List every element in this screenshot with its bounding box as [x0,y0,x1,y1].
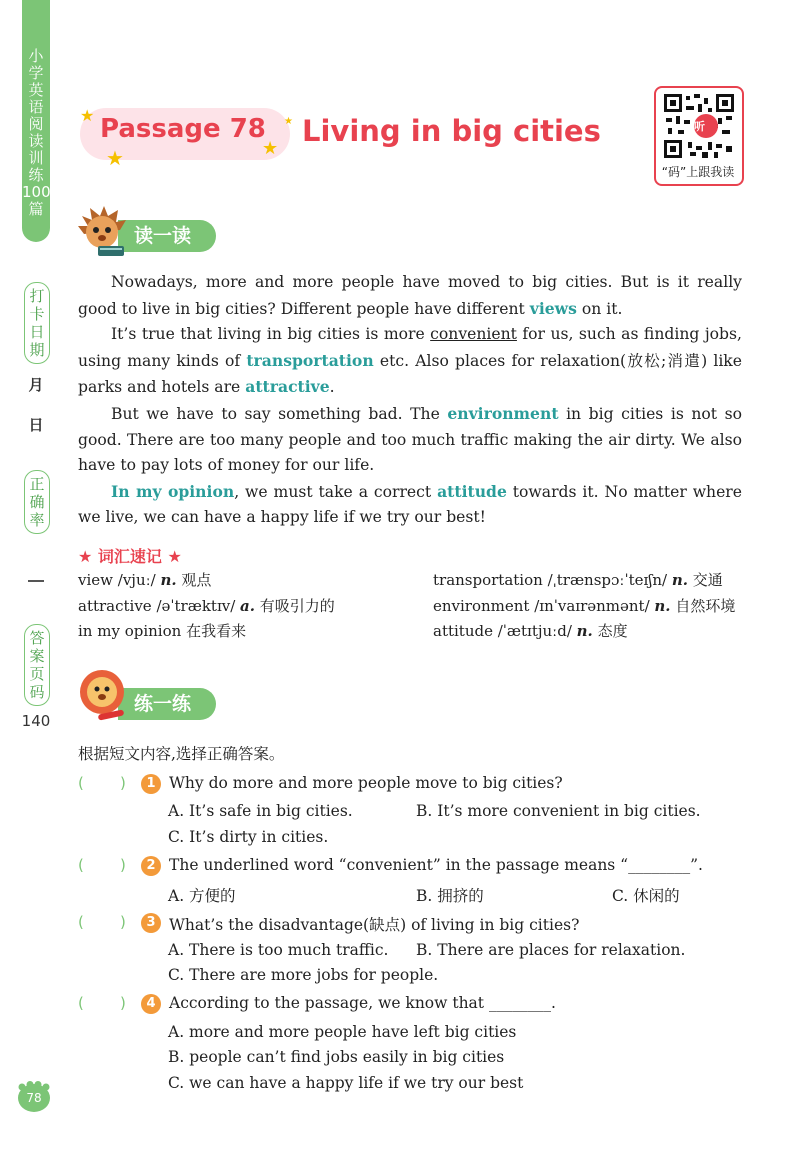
passage-paragraph [78,270,742,322]
practice-section-banner [118,688,216,720]
star-icon: ★ [262,138,279,159]
question-text: The underlined word “convenient” in the passage means “________”. [169,856,703,874]
passage-text: for us, such as finding jobs, using many kinds of [78,325,742,370]
answer-page-number: 140 [21,712,51,730]
vocab-ipa: /ˈætɪtjuːd/ [492,622,577,640]
passage-text: It’s true that living in big cities is more [111,325,431,344]
question-number-badge: 2 [141,856,161,876]
answer-option[interactable]: C. we can have a happy life if we try our best [168,1074,524,1092]
checkin-date-label: 打卡日期 [24,282,50,364]
answer-option[interactable]: B. people can’t find jobs easily in big cities [168,1048,505,1066]
answer-option[interactable]: B. 拥挤的 [416,887,484,905]
passage-text: in big cities is not so good. There are too many people and too much traffic making the air dirty. We also have to pay lots of money for our life. [78,404,742,475]
passage-paragraph [78,479,742,531]
month-label: 月 [28,376,44,394]
keyword: views [529,298,577,318]
answer-option[interactable]: A. It’s safe in big cities. [168,802,353,820]
passage-paragraph [78,322,742,401]
vocab-entry [78,619,335,645]
question-number-badge: 3 [141,913,161,933]
vocab-meaning: 在我看来 [186,622,247,640]
passage-number: Passage 78 [100,114,266,144]
star-icon: ★ [106,146,124,170]
vocab-ipa: /ˌtrænspɔːˈteɪʃn/ [542,571,672,589]
vocab-entry [433,594,735,620]
question-number-badge: 4 [141,994,161,1014]
passage-text: towards it. No matter where we live, we can have a happy life if we try our best! [78,482,742,527]
answer-option[interactable]: A. more and more people have left big cities [168,1023,517,1041]
read-section-label: 读一读 [134,225,192,247]
passage-paragraph [78,401,742,479]
answer-code-label: 答案页码 [24,624,50,706]
vocab-ipa: /ɪnˈvaɪrənmənt/ [529,596,655,615]
passage-text: . [329,378,335,397]
answer-bracket-open: ( [78,856,84,874]
keyword: transportation [246,350,374,370]
answer-blank[interactable] [92,911,118,933]
vocab-pos: n. [654,596,671,615]
vocab-meaning: 交通 [692,571,723,589]
answer-option[interactable]: A. 方便的 [168,887,236,905]
divider [28,580,44,582]
vocab-ipa: /vjuː/ [113,571,161,589]
qr-caption: “码”上跟我读 [661,165,735,179]
answer-blank[interactable] [92,992,118,1014]
lion-mascot-icon [78,668,128,724]
series-title: 小学英语阅读训练100篇 [22,47,51,218]
question-text: Why do more and more people move to big cities? [169,774,563,792]
vocab-word: in my opinion [78,622,182,640]
vocab-meaning: 有吸引力的 [259,596,335,615]
vocab-entry [433,568,735,594]
vocab-ipa: /əˈtræktɪv/ [151,596,241,615]
answer-bracket-open: ( [78,774,84,792]
read-section-banner [118,220,216,252]
day-label: 日 [28,416,44,434]
answer-option[interactable]: C. It’s dirty in cities. [168,828,329,846]
page-title: Living in big cities [302,114,601,148]
underlined-word: convenient [430,325,517,344]
hedgehog-mascot-icon [76,204,128,260]
question-text: According to the passage, we know that ________. [169,994,556,1012]
vocab-word: view [78,571,113,589]
answer-bracket-open: ( [78,994,84,1012]
vocab-meaning: 态度 [597,622,628,640]
answer-option[interactable]: C. 休闲的 [612,887,680,905]
vocab-word: attitude [433,622,493,640]
keyword: environment [447,403,559,423]
accuracy-label: 正确率 [24,470,50,534]
answer-option[interactable]: A. There is too much traffic. [168,941,389,959]
passage-body [78,270,742,531]
star-icon: ★ [80,106,95,125]
keyword: attractive [245,377,330,397]
keyword: In my opinion [111,481,235,501]
passage-text: , we must take a correct [234,482,438,501]
vocab-list-right [433,568,735,645]
vocab-word: environment [433,596,530,615]
answer-bracket-open: ( [78,913,84,931]
listen-icon-label: 听 [694,120,705,133]
practice-section-label: 练一练 [134,693,192,715]
vocab-meaning: 观点 [181,571,212,589]
vocab-entry [433,619,735,645]
vocab-pos: a. [240,596,255,615]
passage-text: etc. Also places for relaxation(放松;消遣) like parks and hotels are [78,351,742,397]
instruction: 根据短文内容,选择正确答案。 [78,745,285,763]
vocab-pos: n. [671,571,688,589]
passage-text: But we have to say something bad. The [111,404,448,423]
vocab-entry [78,568,335,594]
vocab-pos: n. [576,622,593,640]
answer-blank[interactable] [92,772,118,794]
vocab-word: transportation [433,571,543,589]
answer-bracket-close: ) [120,994,126,1012]
answer-option[interactable]: C. There are more jobs for people. [168,966,439,984]
answer-option[interactable]: B. It’s more convenient in big cities. [416,802,701,820]
vocab-list-left [78,568,335,645]
vocab-entry [78,594,335,620]
star-icon: ★ [284,116,293,127]
answer-blank[interactable] [92,854,118,876]
answer-option[interactable]: B. There are places for relaxation. [416,941,686,959]
answer-bracket-close: ) [120,856,126,874]
passage-text: Nowadays, more and more people have moved to big cities. But is it really good to live in big cities? Different people have different [78,273,742,318]
vocab-pos: n. [160,571,177,589]
passage-text: on it. [576,299,623,318]
vocab-title: ★ 词汇速记 ★ [78,547,182,566]
vocab-meaning: 自然环境 [675,596,736,615]
vocab-word: attractive [78,596,152,615]
question-text: What’s the disadvantage(缺点) of living in big cities? [169,916,580,934]
page-number: 78 [18,1084,50,1112]
question-number-badge: 1 [141,774,161,794]
keyword: attitude [437,481,507,501]
answer-bracket-close: ) [120,774,126,792]
answer-bracket-close: ) [120,913,126,931]
